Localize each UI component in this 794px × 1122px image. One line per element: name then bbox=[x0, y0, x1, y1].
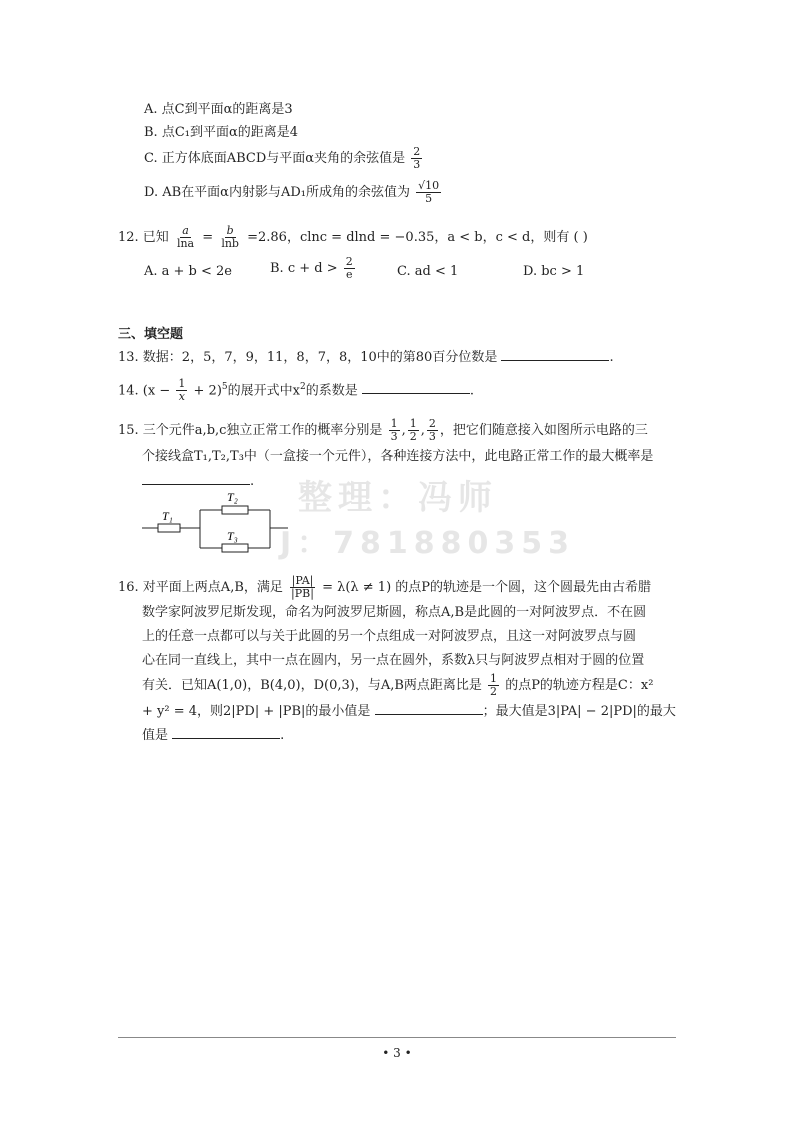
page-number: • 3 • bbox=[382, 1046, 412, 1060]
q12-frac-a: $\frac{a}{\ln a}$ bbox=[176, 224, 195, 250]
q12-option-b-fraction: $\frac{2}{e}$ bbox=[345, 255, 353, 281]
q16-ratio: $\frac{|PA|}{|PB|}$ bbox=[291, 574, 314, 600]
q11-option-d-text: D. AB在平面α内射影与AD₁所成角的余弦值为 bbox=[144, 185, 410, 200]
q12-option-a: A. a + b < 2e bbox=[144, 264, 233, 279]
q16-line3: 上的任意一点都可以与关于此圆的另一个点组成一对阿波罗点，且这一对阿波罗点与圆 bbox=[142, 629, 637, 644]
t2-box bbox=[222, 506, 248, 514]
q12-option-d: D. bc > 1 bbox=[523, 264, 585, 279]
q16-line1: 16. 对平面上两点A,B，满足 $\frac{|PA|}{|PB|}$ = λ(λ ≠ 1) 的点P的轨迹是一个圆，这个圆最先由古希腊 bbox=[118, 574, 652, 600]
q12-option-c: C. ad < 1 bbox=[397, 264, 459, 279]
q15-answer-blank[interactable] bbox=[142, 470, 250, 485]
footer-rule bbox=[118, 1037, 676, 1038]
circuit-diagram bbox=[140, 488, 300, 554]
q15-p2: $\frac{1}{2}$ bbox=[409, 417, 417, 443]
section-heading: 三、填空题 bbox=[118, 327, 184, 342]
q12-stem: 12. 已知 $\frac{a}{\ln a}$ = $\frac{b}{\ln b}$ =2.86，clnc = dlnd = −0.35，a < b，c < d，则有 ( ) bbox=[118, 224, 588, 250]
q15-p1: $\frac{1}{3}$ bbox=[390, 417, 398, 443]
q16-line6: + y² = 4，则2|PD| + |PB|的最小值是 ；最大值是3|PA| − 2|PD|的最大 bbox=[142, 700, 676, 722]
q16-line7: 值是 . bbox=[142, 724, 284, 746]
q16-half: $\frac{1}{2}$ bbox=[490, 672, 498, 698]
watermark-line1: 整理：冯师 bbox=[298, 478, 498, 518]
q15-line2: 个接线盒T₁,T₂,T₃中（一盒接一个元件），各种连接方法中，此电路正常工作的最大概率是 bbox=[142, 449, 654, 464]
watermark-line2: J：781880353 bbox=[280, 526, 576, 561]
q11-option-b: B. 点C₁到平面α的距离是4 bbox=[144, 125, 299, 140]
q16-line2: 数学家阿波罗尼斯发现，命名为阿波罗尼斯圆，称点A,B是此圆的一对阿波罗点．不在圆 bbox=[142, 605, 647, 620]
q16-line4: 心在同一直线上，其中一点在圆内，另一点在圆外，系数λ只与阿波罗点相对于圆的位置 bbox=[142, 653, 645, 668]
q11-option-d bbox=[144, 180, 443, 205]
q12-frac-b: $\frac{b}{\ln b}$ bbox=[221, 224, 239, 250]
t3-label: T₃ bbox=[227, 529, 238, 543]
q15-line1: 15. 三个元件a,b,c独立正常工作的概率分别是 $\frac{1}{3}$ , $\frac{1}{2}$ , $\frac{2}{3}$ ，把它们随意接入如图所示电路的三 bbox=[118, 417, 648, 443]
q14: 14. (x − $\frac{1}{x}$ + 2)$^5$的展开式中$x^2$的系数是 . bbox=[118, 377, 475, 404]
q11-option-c-fraction: $\frac{2}{3}$ bbox=[413, 145, 421, 171]
t1-box bbox=[158, 524, 180, 532]
q15-p3: $\frac{2}{3}$ bbox=[428, 417, 436, 443]
t2-label: T₂ bbox=[227, 490, 238, 504]
t3-box bbox=[222, 544, 248, 552]
q16-min-answer-blank[interactable] bbox=[375, 700, 483, 715]
q15-line3: . bbox=[142, 470, 254, 492]
t1-label: T₁ bbox=[162, 509, 173, 523]
q11-option-d-fraction: $\frac{√10}{5}$ bbox=[418, 179, 440, 205]
q16-line5: 有关．已知A(1,0)，B(4,0)，D(0,3)，与A,B两点距离比是 $\frac{1}{2}$ 的点P的轨迹方程是C：x² bbox=[142, 672, 654, 698]
q16-max-answer-blank[interactable] bbox=[172, 724, 280, 739]
q13-answer-blank[interactable] bbox=[501, 346, 609, 361]
q12-option-b: B. c + d > $\frac{2}{e}$ bbox=[270, 255, 353, 281]
q13: 13. 数据：2，5，7，9，11，8，7，8，10中的第80百分位数是 . bbox=[118, 346, 614, 368]
q14-fraction: $\frac{1}{x}$ bbox=[178, 377, 186, 404]
q11-option-a: A. 点C到平面α的距离是3 bbox=[144, 102, 293, 117]
q11-option-c-text: C. 正方体底面ABCD与平面α夹角的余弦值是 bbox=[144, 151, 406, 166]
q14-answer-blank[interactable] bbox=[362, 379, 470, 394]
q11-option-c bbox=[144, 146, 424, 171]
